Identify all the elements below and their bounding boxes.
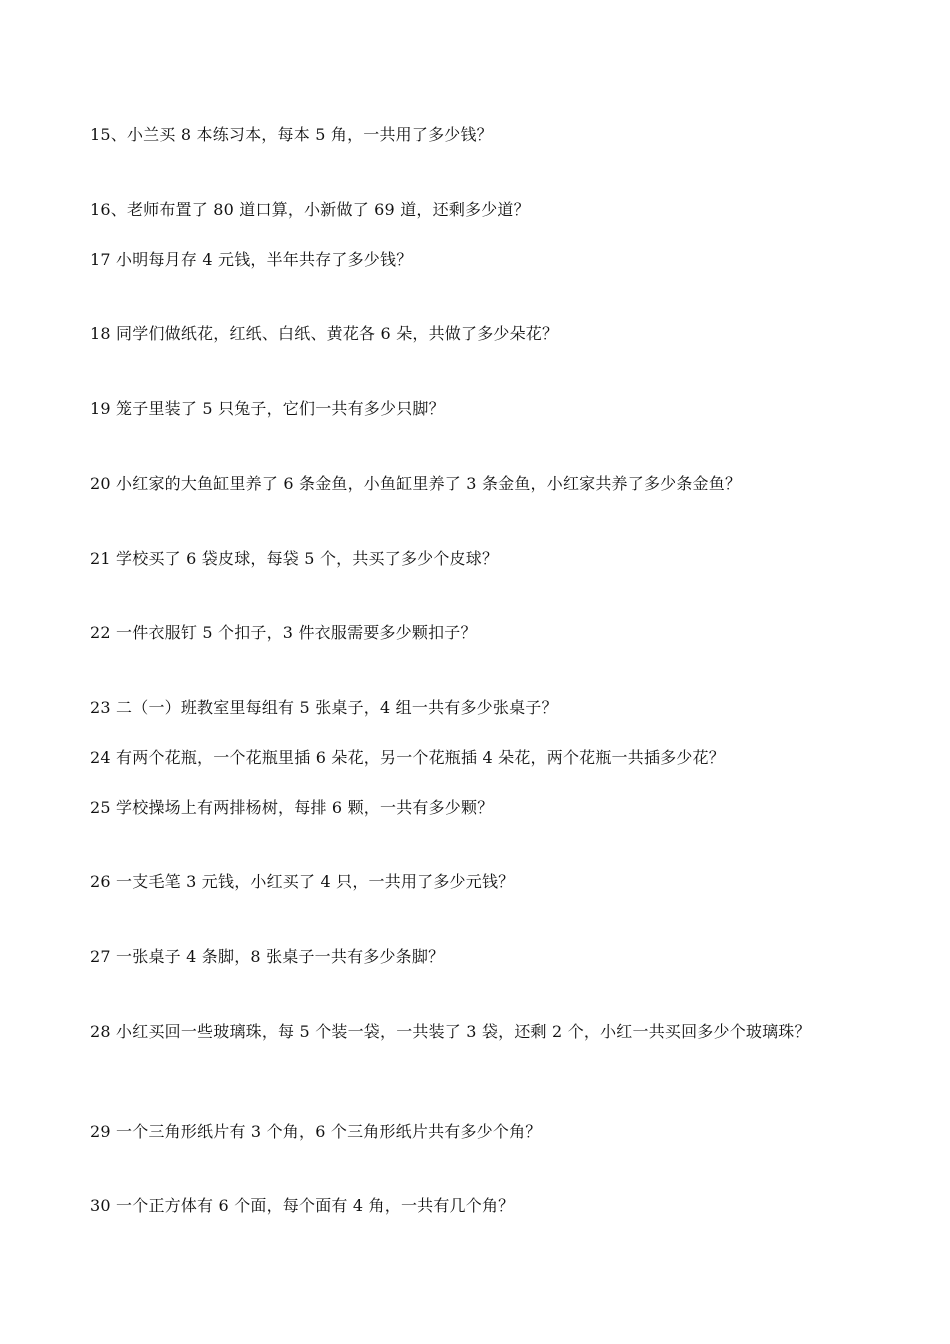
question-18: 18 同学们做纸花，红纸、白纸、黄花各 6 朵，共做了多少朵花？ xyxy=(90,324,559,343)
question-20: 20 小红家的大鱼缸里养了 6 条金鱼，小鱼缸里养了 3 条金鱼，小红家共养了多少条金鱼？ xyxy=(90,474,742,493)
question-25: 25 学校操场上有两排杨树，每排 6 颗，一共有多少颗？ xyxy=(90,798,494,817)
question-26: 26 一支毛笔 3 元钱，小红买了 4 只，一共用了多少元钱？ xyxy=(90,872,515,891)
question-28: 28 小红买回一些玻璃珠，每 5 个装一袋，一共装了 3 袋，还剩 2 个，小红一共买回多少个玻璃珠？ xyxy=(90,1022,811,1041)
question-24: 24 有两个花瓶，一个花瓶里插 6 朵花，另一个花瓶插 4 朵花，两个花瓶一共插多少花？ xyxy=(90,748,725,767)
question-22: 22 一件衣服钉 5 个扣子，3 件衣服需要多少颗扣子？ xyxy=(90,623,477,642)
question-19: 19 笼子里装了 5 只兔子，它们一共有多少只脚？ xyxy=(90,399,445,418)
question-21: 21 学校买了 6 袋皮球，每袋 5 个，共买了多少个皮球？ xyxy=(90,549,499,568)
question-29: 29 一个三角形纸片有 3 个角，6 个三角形纸片共有多少个角？ xyxy=(90,1122,542,1141)
question-16: 16、老师布置了 80 道口算，小新做了 69 道，还剩多少道？ xyxy=(90,200,530,219)
question-23: 23 二（一）班教室里每组有 5 张桌子，4 组一共有多少张桌子？ xyxy=(90,698,558,717)
question-17: 17 小明每月存 4 元钱，半年共存了多少钱？ xyxy=(90,250,413,269)
question-15: 15、小兰买 8 本练习本，每本 5 角，一共用了多少钱？ xyxy=(90,125,493,144)
question-27: 27 一张桌子 4 条脚，8 张桌子一共有多少条脚？ xyxy=(90,947,445,966)
question-30: 30 一个正方体有 6 个面，每个面有 4 角，一共有几个角？ xyxy=(90,1196,515,1215)
